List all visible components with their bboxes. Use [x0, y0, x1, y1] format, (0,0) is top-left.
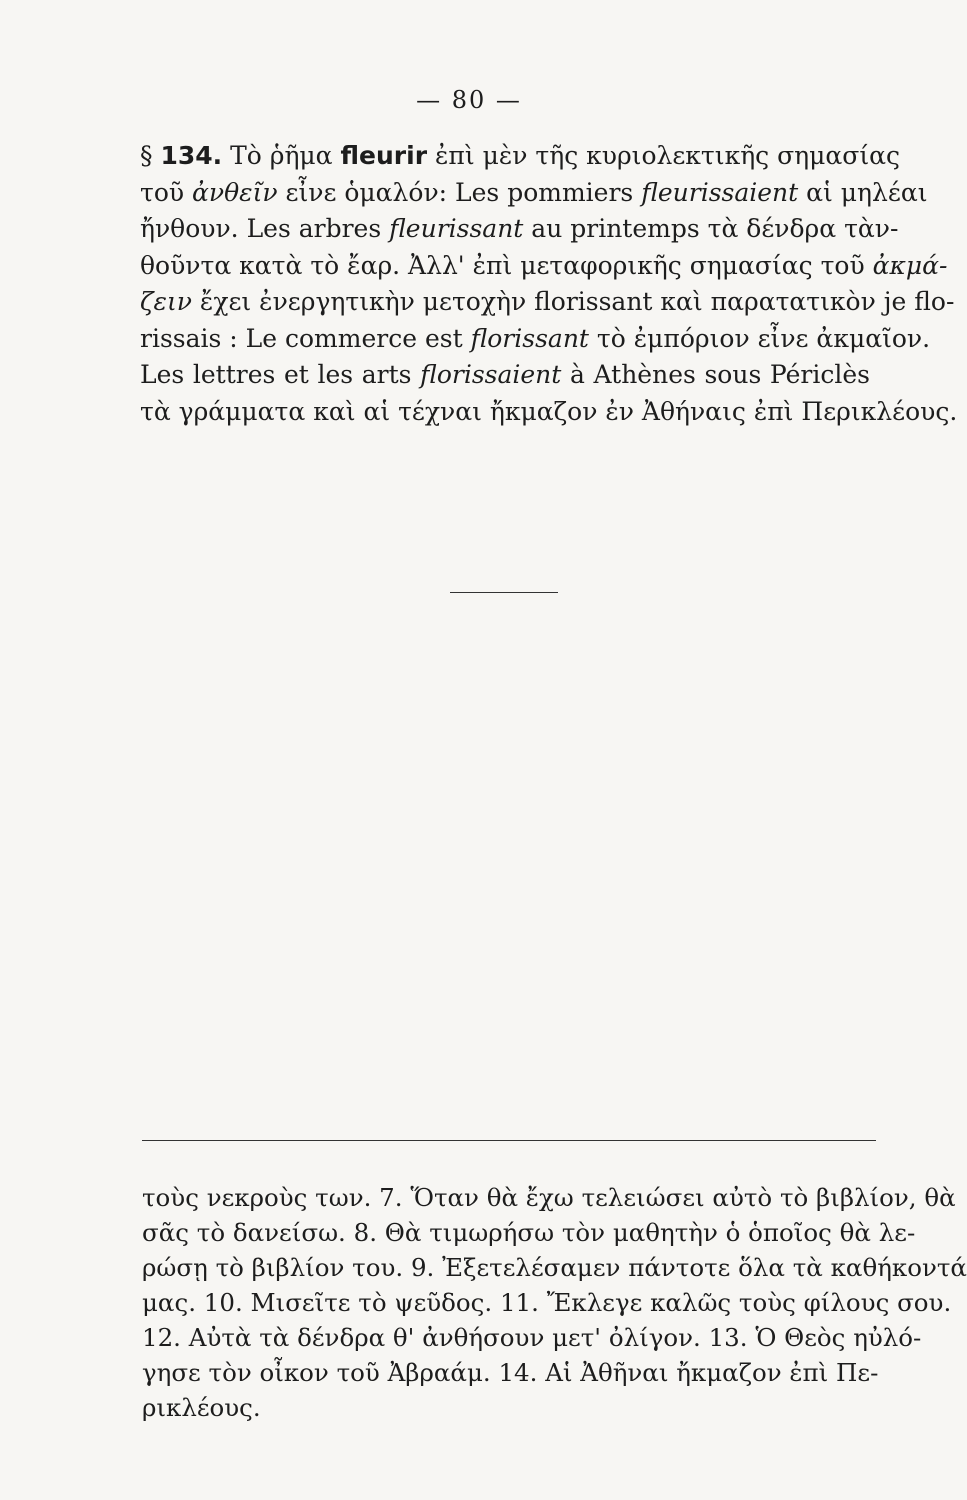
text-run: εἶνε ὁμαλόν: Les pommiers	[277, 177, 642, 207]
footnote-line: ρώσῃ τὸ βιβλίον του. 9. Ἐξετελέσαμεν πάντοτε ὅλα τὰ καθήκοντά	[142, 1253, 967, 1282]
footnote-line: μας. 10. Μισεῖτε τὸ ψεῦδος. 11. Ἔκλεγε καλῶς τοὺς φίλους σου.	[142, 1288, 952, 1317]
paragraph-line-2	[140, 175, 928, 212]
text-run: ἤνθουν. Les arbres	[140, 214, 390, 243]
italic-term: florissant	[470, 323, 589, 353]
paragraph-line-7	[140, 357, 870, 394]
text-run: αἱ μηλέαι	[798, 177, 928, 207]
section-number: 134.	[160, 141, 223, 170]
paragraph-line-8	[140, 394, 958, 431]
page-number: — 80 —	[416, 86, 522, 114]
text-run: Τὸ ῥῆμα	[222, 141, 341, 170]
italic-term: florissaient	[420, 360, 562, 389]
text-run: τοῦ	[140, 177, 193, 207]
section-134-paragraph	[140, 138, 958, 430]
italic-term: ἀκμά-	[872, 250, 948, 280]
footnote-line: γησε τὸν οἶκον τοῦ Ἀβραάμ. 14. Αἱ Ἀθῆναι ἤκμαζον ἐπὶ Πε-	[142, 1358, 879, 1387]
footnote-divider	[142, 1140, 876, 1141]
text-run: à Athènes sous Périclès	[561, 360, 870, 389]
text-run: τὸ ἐμπόριον εἶνε ἀκμαῖον.	[588, 323, 931, 353]
paragraph-line-6	[140, 321, 931, 358]
footnote-line: 12. Αὐτὰ τὰ δένδρα θ' ἀνθήσουν μετ' ὀλίγον. 13. Ὁ Θεὸς ηὐλό-	[142, 1323, 922, 1352]
section-sign: §	[140, 141, 161, 170]
text-run: au printemps τὰ δένδρα τὰν-	[523, 214, 899, 243]
text-run: rissais : Le commerce est	[140, 323, 471, 353]
text-run: Les lettres et les arts	[140, 360, 421, 389]
paragraph-line-1	[140, 138, 901, 175]
text-run: θοῦντα κατὰ τὸ ἔαρ. Ἀλλ' ἐπὶ μεταφορικῆς σημασίας τοῦ	[140, 250, 873, 280]
footnote-line: τοὺς νεκροὺς των. 7. Ὅταν θὰ ἔχω τελειώσει αὐτὸ τὸ βιβλίον, θὰ	[142, 1183, 956, 1212]
footnote-line: σᾶς τὸ δανείσω. 8. Θὰ τιμωρήσω τὸν μαθητὴν ὁ ὁποῖος θὰ λε-	[142, 1218, 916, 1247]
section-divider	[450, 592, 558, 593]
text-run: τὰ γράμματα καὶ αἱ τέχναι ἤκμαζον ἐν Ἀθήναις ἐπὶ Περικλέους.	[140, 396, 958, 426]
text-run: ἔχει ἐνεργητικὴν μετοχὴν florissant καὶ παρατατικὸν je flo-	[191, 287, 955, 316]
paragraph-line-4	[140, 248, 948, 285]
keyword-fleurir: fleurir	[340, 141, 428, 170]
italic-term: fleurissaient	[641, 177, 799, 207]
footnote-line: ρικλέους.	[142, 1393, 261, 1422]
paragraph-line-3	[140, 211, 899, 248]
text-run: ἐπὶ μὲν τῆς κυριολεκτικῆς σημασίας	[427, 141, 901, 170]
italic-term: fleurissant	[389, 214, 524, 243]
footnote-block	[142, 1180, 967, 1425]
italic-term: ἀνθεῖν	[192, 177, 278, 207]
paragraph-line-5	[140, 284, 955, 321]
italic-term: ζειν	[140, 287, 192, 316]
